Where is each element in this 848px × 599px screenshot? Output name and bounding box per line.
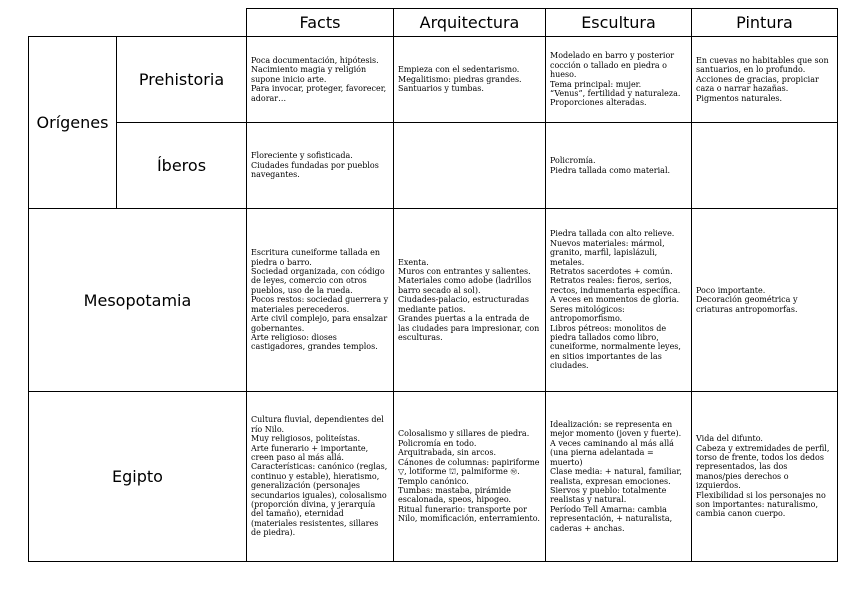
cell-egipto-arquitectura bbox=[394, 392, 546, 562]
text-line: Piedra tallada como material. bbox=[550, 165, 671, 175]
text-line: “Venus”, fertilidad y naturaleza. Proporciones alteradas. bbox=[550, 88, 681, 108]
text-line: Colosalismo y sillares de piedra. bbox=[398, 429, 530, 439]
text-line: Ritual funerario: transporte por Nilo, momificación, enterramiento. bbox=[398, 504, 540, 524]
row-label-iberos: Íberos bbox=[117, 123, 247, 209]
row-egipto bbox=[29, 392, 838, 562]
text-line: Empieza con el sedentarismo. bbox=[398, 65, 520, 75]
row-label-mesopotamia: Mesopotamia bbox=[29, 209, 247, 392]
cell-prehistoria-pintura bbox=[692, 37, 838, 123]
text-line: Retratos reales: fieros, serios, rectos, indumentaria específica. A veces en momentos de gloria. bbox=[550, 276, 681, 305]
text-line: Ciudades-palacio, estructuradas mediante patios. bbox=[398, 295, 530, 314]
text-line: Poco importante. bbox=[696, 285, 766, 295]
text-line: Tema principal: mujer. bbox=[550, 79, 642, 89]
cell-mesopotamia-arquitectura bbox=[394, 209, 546, 392]
header-row bbox=[29, 9, 838, 37]
cell-iberos-arquitectura bbox=[394, 123, 546, 209]
text-line: Siervos y pueblo: totalmente realistas y natural. bbox=[550, 485, 667, 505]
cell-prehistoria-facts bbox=[247, 37, 394, 123]
text-line: Tumbas: mastaba, pirámide escalonada, speos, hipogeo. bbox=[398, 485, 512, 505]
cell-mesopotamia-escultura bbox=[546, 209, 692, 392]
text-line: Decoración geométrica y criaturas antropomorfas. bbox=[696, 295, 798, 314]
text-line: Policromía en todo. bbox=[398, 438, 477, 448]
text-line: Idealización: se representa en mejor momento (joven y fuerte). bbox=[550, 420, 682, 439]
text-line: Muy religiosos, politeístas. bbox=[251, 434, 360, 444]
text-line: Pigmentos naturales. bbox=[696, 93, 783, 103]
text-line: Sociedad organizada, con código de leyes, comercio con otros pueblos, uso de la rueda. bbox=[251, 267, 385, 295]
text-line: Arte funerario + importante, creen paso al más allá. bbox=[251, 443, 369, 462]
text-line: Acciones de gracias, propiciar caza o narrar hazañas. bbox=[696, 74, 819, 94]
text-line: Ciudades fundadas por pueblos navegantes. bbox=[251, 160, 379, 180]
row-label-prehistoria: Prehistoria bbox=[117, 37, 247, 123]
cell-iberos-pintura bbox=[692, 123, 838, 209]
text-line: Período Tell Amarna: cambia representación, + naturalista, caderas + anchas. bbox=[550, 504, 673, 533]
text-line: Nacimiento magia y religión supone inicio arte. bbox=[251, 65, 367, 84]
cell-prehistoria-escultura bbox=[546, 37, 692, 123]
text-line: Templo canónico. bbox=[398, 476, 469, 486]
text-line: Muros con entrantes y salientes. bbox=[398, 267, 531, 277]
text-line: Policromía. bbox=[550, 156, 596, 166]
cell-egipto-pintura bbox=[692, 392, 838, 562]
text-line: Escritura cuneiforme tallada en piedra o barro. bbox=[251, 248, 381, 267]
art-history-table bbox=[28, 8, 838, 562]
text-line: Nuevos materiales: mármol, granito, marfil, lapislázuli, metales. bbox=[550, 238, 665, 267]
text-line: Floreciente y sofisticada. bbox=[251, 151, 353, 161]
text-line: Retratos sacerdotes + común. bbox=[550, 267, 673, 277]
row-mesopotamia bbox=[29, 209, 838, 392]
text-line: Arte civil complejo, para ensalzar gobernantes. bbox=[251, 314, 388, 333]
header-arquitectura: Arquitectura bbox=[394, 9, 546, 37]
corner-cell bbox=[29, 9, 247, 37]
text-line: Para invocar, proteger, favorecer, adorar… bbox=[251, 84, 387, 103]
row-iberos bbox=[29, 123, 838, 209]
text-line: Piedra tallada con alto relieve. bbox=[550, 229, 675, 239]
text-line: Flexibilidad si los personajes no son importantes: naturalismo, cambia canon cuerpo. bbox=[696, 490, 826, 519]
cell-mesopotamia-facts bbox=[247, 209, 394, 392]
text-line: Libros pétreos: monolitos de piedra tallados como libro, cuneiforme, normalmente leyes, en sitios importantes de las ciudades. bbox=[550, 323, 681, 371]
cell-prehistoria-arquitectura bbox=[394, 37, 546, 123]
cell-egipto-escultura bbox=[546, 392, 692, 562]
cell-iberos-escultura bbox=[546, 123, 692, 209]
text-line: Seres mitológicos: antropomorfismo. bbox=[550, 304, 625, 324]
cell-iberos-facts bbox=[247, 123, 394, 209]
header-pintura: Pintura bbox=[692, 9, 838, 37]
text-line: Arquitrabada, sin arcos. bbox=[398, 448, 497, 458]
text-line: Materiales como adobe (ladrillos barro secado al sol). bbox=[398, 276, 532, 295]
text-line: Exenta. bbox=[398, 257, 429, 267]
text-line: Cánones de columnas: papiriforme ▽, lotiforme ⛫, palmiforme Ⓦ. bbox=[398, 457, 540, 477]
cell-egipto-facts bbox=[247, 392, 394, 562]
text-line: A veces caminando al más allá (una pierna adelantada = muerto) bbox=[550, 438, 674, 467]
text-line: Modelado en barro y posterior cocción o tallado en piedra o hueso. bbox=[550, 51, 675, 80]
row-label-egipto: Egipto bbox=[29, 392, 247, 562]
text-line: Megalitismo: piedras grandes. bbox=[398, 74, 522, 84]
row-prehistoria bbox=[29, 37, 838, 123]
text-line: Cultura fluvial, dependientes del río Nilo. bbox=[251, 415, 384, 434]
text-line: Pocos restos: sociedad guerrera y materiales perecederos. bbox=[251, 295, 389, 314]
text-line: Grandes puertas a la entrada de las ciudades para impresionar, con esculturas. bbox=[398, 314, 540, 342]
text-line: Características: canónico (reglas, continuo y estable), hieratismo, generalización (personajes secundarios iguales), colosalismo (proporción divina, y jerarquía del tamaño), eternidad (materiales resistentes, sillares de piedra). bbox=[251, 462, 388, 538]
text-line: Poca documentación, hipótesis. bbox=[251, 55, 379, 65]
text-line: Santuarios y tumbas. bbox=[398, 84, 484, 94]
group-origenes: Orígenes bbox=[29, 37, 117, 209]
text-line: Cabeza y extremidades de perfil, torso de frente, todos los dedos representados, las dos manos/pies derechos o izquierdos. bbox=[696, 443, 830, 491]
text-line: Arte religioso: dioses castigadores, grandes templos. bbox=[251, 332, 378, 352]
cell-mesopotamia-pintura bbox=[692, 209, 838, 392]
text-line: Vida del difunto. bbox=[696, 434, 763, 444]
text-line: En cuevas no habitables que son santuarios, en lo profundo. bbox=[696, 55, 829, 75]
header-facts: Facts bbox=[247, 9, 394, 37]
header-escultura: Escultura bbox=[546, 9, 692, 37]
text-line: Clase media: + natural, familiar, realista, expresan emociones. bbox=[550, 467, 682, 486]
